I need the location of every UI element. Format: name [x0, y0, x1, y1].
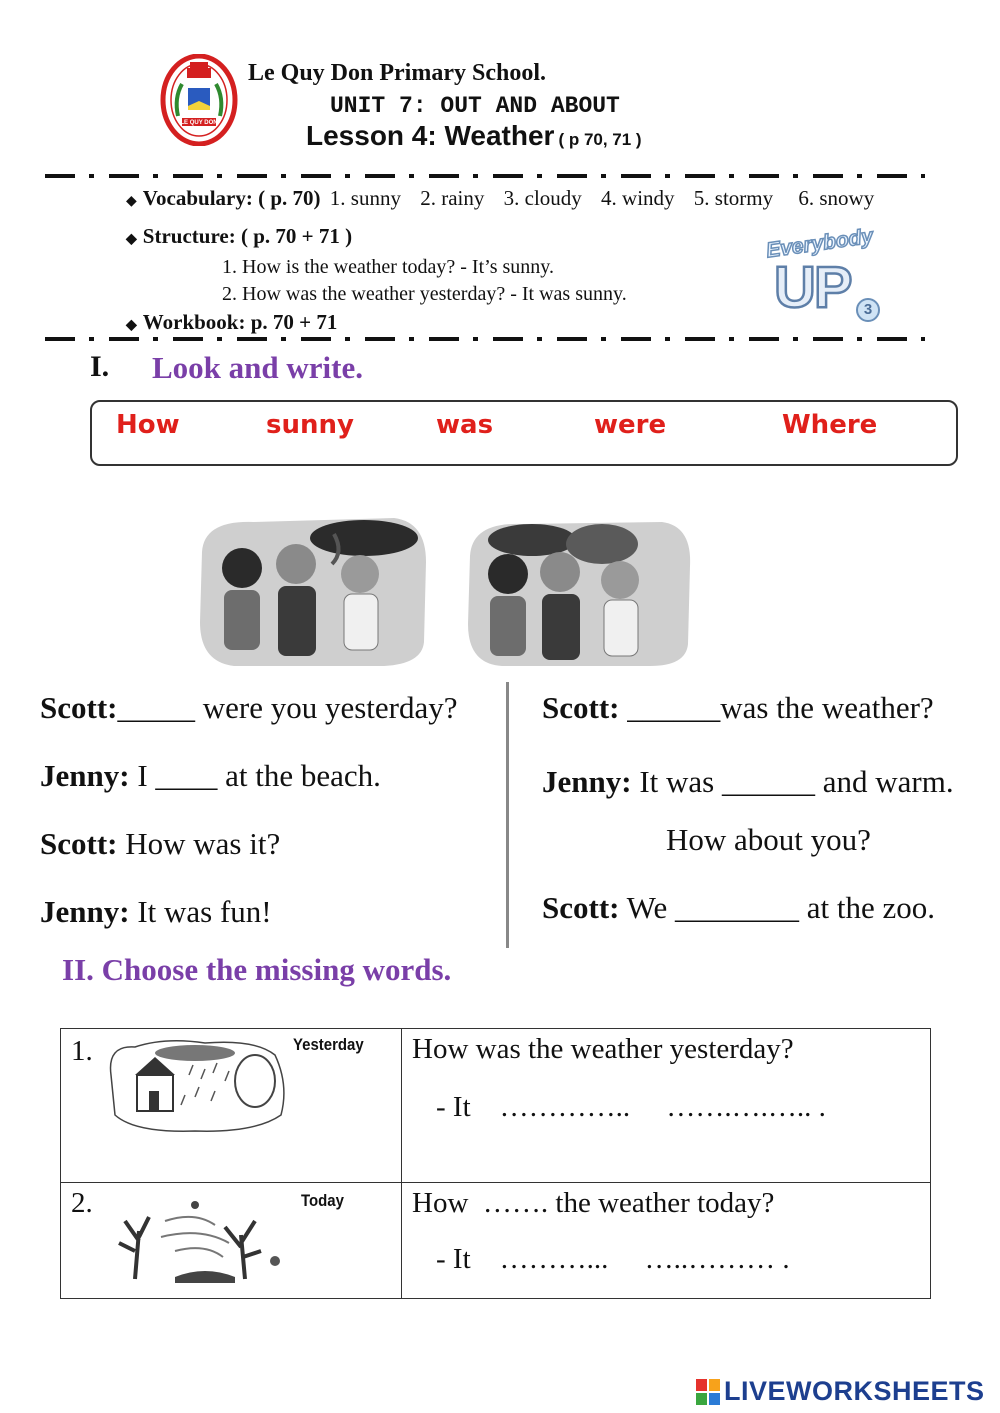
structure-example-1: 1. How is the weather today? - It’s sunny. [222, 256, 554, 278]
structure-label: Structure: ( p. 70 + 71 ) [142, 224, 353, 248]
liveworksheets-logo [696, 1376, 985, 1407]
lesson-main: Lesson 4: Weather [306, 120, 555, 151]
question-text: How was the weather yesterday? [412, 1033, 794, 1065]
dialogue-right-line [542, 890, 935, 926]
row-number: 1. [71, 1035, 93, 1067]
line-text: _____ were you yesterday? [117, 690, 458, 725]
word-bank-item: were [594, 410, 667, 440]
question-cell [402, 1029, 931, 1183]
kids-beach-icon [194, 512, 430, 668]
logo-up-text: UP [774, 255, 851, 320]
logo-everybody-text: Everybody [764, 224, 875, 263]
vocab-item: 4. windy [601, 186, 675, 210]
picture-cell [61, 1029, 402, 1183]
line-text: How was it? [117, 826, 281, 861]
dialogue-left-line [40, 894, 272, 930]
school-crest-icon [160, 54, 238, 146]
beach-illustration [194, 512, 430, 668]
workbook-label: Workbook: p. 70 + 71 [142, 310, 338, 334]
vocab-item: 6. snowy [798, 186, 875, 210]
word-bank-item: sunny [266, 410, 354, 440]
wind-icon [105, 1191, 301, 1285]
section1-number: I. [90, 350, 110, 383]
divider-top [45, 174, 925, 178]
section2-title: II. Choose the missing words. [62, 952, 452, 987]
picture-cell [61, 1183, 402, 1299]
diamond-bullet-icon: ◆ [126, 194, 137, 209]
speaker: Jenny: [40, 758, 130, 793]
lws-grid-icon [696, 1379, 720, 1405]
speaker: Scott: [40, 826, 118, 861]
unit-title: UNIT 7: OUT AND ABOUT [330, 93, 620, 119]
question-text: How ……. the weather today? [412, 1187, 775, 1219]
dialogue-right-line [542, 690, 934, 726]
speaker: Scott: [542, 690, 620, 725]
line-text: We ________ at the zoo. [619, 890, 935, 925]
vocabulary-line [126, 186, 874, 211]
word-bank-item: How [116, 410, 180, 440]
dialogue-left-line [40, 758, 381, 794]
structure-example-2: 2. How was the weather yesterday? - It was sunny. [222, 283, 627, 305]
logo-level-badge: 3 [856, 298, 880, 322]
answer-blank[interactable]: - It ………….. …….….….. . [436, 1091, 826, 1123]
speaker: Jenny: [542, 764, 632, 799]
rain-icon [105, 1035, 291, 1135]
dialogue-right-line [666, 822, 871, 858]
word-bank-item: was [436, 410, 494, 440]
vocab-ref: : ( p. 70) [245, 186, 321, 210]
everybody-up-logo [760, 224, 880, 324]
lesson-title [306, 120, 642, 152]
vocab-item: 1. sunny [329, 186, 401, 210]
row-number: 2. [71, 1187, 93, 1219]
brand-text: LIVEWORKSHEETS [724, 1376, 985, 1406]
zoo-illustration [462, 516, 694, 668]
row-tag: Today [301, 1191, 344, 1210]
section1-title: Look and write. [152, 350, 363, 385]
answer-blank[interactable]: - It ………... …..……… . [436, 1243, 790, 1275]
line-text: ______was the weather? [619, 690, 934, 725]
line-text: I ____ at the beach. [129, 758, 381, 793]
speaker: Jenny: [40, 894, 130, 929]
row-tag: Yesterday [293, 1035, 364, 1054]
speaker: Scott: [40, 690, 118, 725]
vocab-item: 2. rainy [420, 186, 485, 210]
logo-caption: LE QUY DON [180, 120, 218, 126]
dialogue-right-line [542, 764, 954, 800]
workbook-line [126, 310, 337, 335]
table-row [61, 1183, 931, 1299]
line-text: It was fun! [129, 894, 272, 929]
vocab-item: 5. stormy [693, 186, 774, 210]
vocab-label: Vocabulary [142, 186, 246, 210]
windy-picture [105, 1191, 301, 1285]
vocab-item: 3. cloudy [503, 186, 582, 210]
questions-table [60, 1028, 931, 1299]
dialogue-divider [506, 682, 509, 948]
diamond-bullet-icon: ◆ [126, 232, 137, 247]
line-text: It was ______ and warm. [631, 764, 954, 799]
table-row [61, 1029, 931, 1183]
word-bank [90, 400, 958, 466]
question-cell [402, 1183, 931, 1299]
school-logo [160, 54, 238, 146]
school-name: Le Quy Don Primary School. [248, 60, 546, 86]
kids-zoo-icon [462, 516, 694, 668]
diamond-bullet-icon: ◆ [126, 318, 137, 333]
dialogue-left-line [40, 826, 280, 862]
lesson-pages: ( p 70, 71 ) [558, 130, 642, 149]
line-text: How about you? [666, 822, 871, 857]
rainy-house-picture [105, 1035, 291, 1135]
dialogue-left-line [40, 690, 458, 726]
divider-bottom [45, 337, 925, 341]
word-bank-item: Where [782, 410, 878, 440]
speaker: Scott: [542, 890, 620, 925]
structure-line [126, 224, 352, 249]
